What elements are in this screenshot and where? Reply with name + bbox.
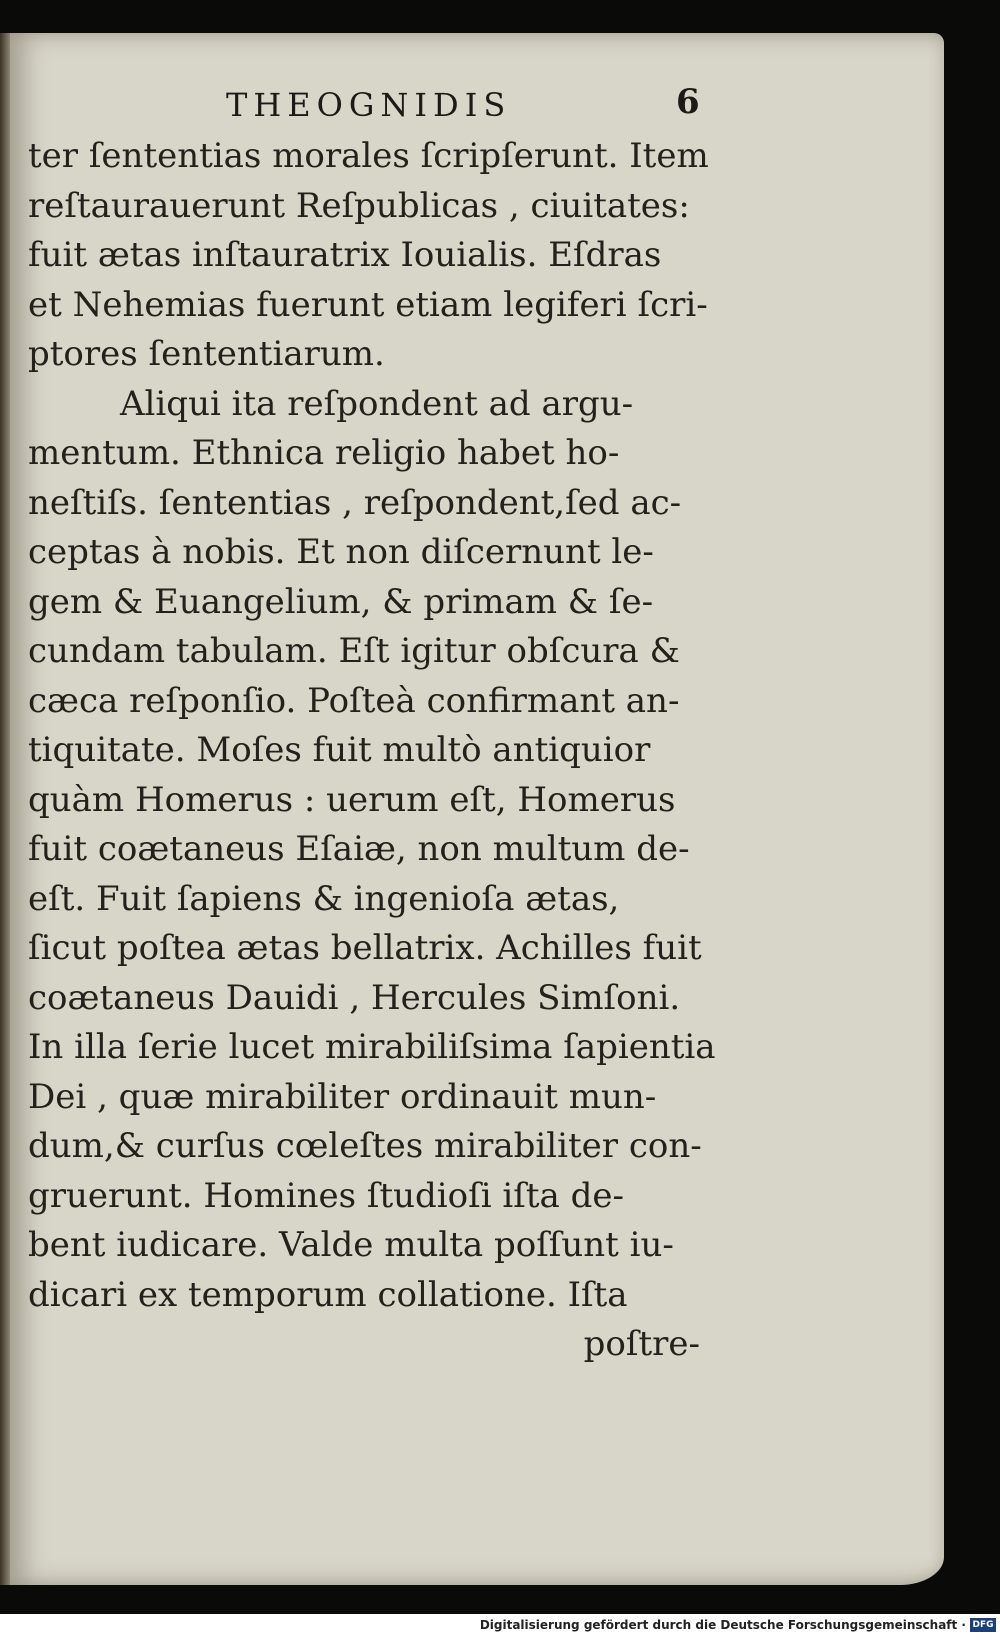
page-spine-edge (0, 33, 10, 1585)
funding-credit: Digitalisierung gefördert durch die Deutsche Forschungsgemeinschaft · (479, 1618, 966, 1632)
text-line: gem & Euangelium, & primam & ſe- (28, 581, 654, 622)
text-line: fuit coætaneus Eſaiæ, non multum de- (28, 829, 690, 869)
text-line: dicari ex temporum collatione. Iſta (28, 1274, 628, 1315)
digitization-footer (0, 1614, 1000, 1640)
text-line: tiquitate. Moſes fuit multò antiquior (28, 730, 651, 770)
text-line: ceptas à nobis. Et non diſcernunt le- (28, 532, 654, 572)
text-line: In illa ſerie lucet mirabiliſsima ſapientia (28, 1027, 716, 1067)
text-line: reſtaurauerunt Reſpublicas , ciuitates: (28, 185, 690, 226)
text-line: Dei , quæ mirabiliter ordinauit mun- (28, 1076, 657, 1117)
running-head: THEOGNIDIS (226, 86, 512, 124)
text-line: quàm Homerus : uerum eſt, Homerus (28, 779, 676, 820)
text-line: dum,& curſus cœleſtes mirabiliter con- (28, 1126, 702, 1166)
text-line: cundam tabulam. Eſt igitur obſcura & (28, 631, 680, 671)
dfg-logo-icon: DFG (970, 1618, 996, 1632)
text-line: mentum. Ethnica religio habet ho- (28, 433, 620, 473)
text-line: neſtiſs. ſententias , reſpondent,ſed ac- (28, 482, 682, 523)
text-line: gruerunt. Homines ſtudioſi iſta de- (28, 1175, 624, 1216)
text-line: bent iudicare. Valde multa poſſunt iu- (28, 1225, 674, 1265)
catchword: poſtre- (583, 1324, 700, 1364)
page-header (0, 82, 1000, 126)
text-line: ſicut poſtea ætas bellatrix. Achilles fuit (28, 928, 702, 968)
text-line: cæca reſponſio. Poſteà confirmant an- (28, 680, 680, 721)
text-line: ter ſententias morales ſcripſerunt. Item (28, 136, 709, 176)
text-line: coætaneus Dauidi , Hercules Simſoni. (28, 977, 681, 1018)
text-line: ptores ſententiarum. (28, 334, 385, 374)
text-line: et Nehemias fuerunt etiam legiferi ſcri- (28, 284, 708, 325)
text-line: fuit ætas inſtauratrix Iouialis. Eſdras (28, 235, 662, 275)
paragraph-start-line: Aliqui ita reſpondent ad argu- (120, 383, 634, 424)
page-number: 6 (676, 82, 700, 122)
text-line: eſt. Fuit ſapiens & ingenioſa ætas, (28, 878, 620, 919)
body-text (28, 132, 716, 1370)
